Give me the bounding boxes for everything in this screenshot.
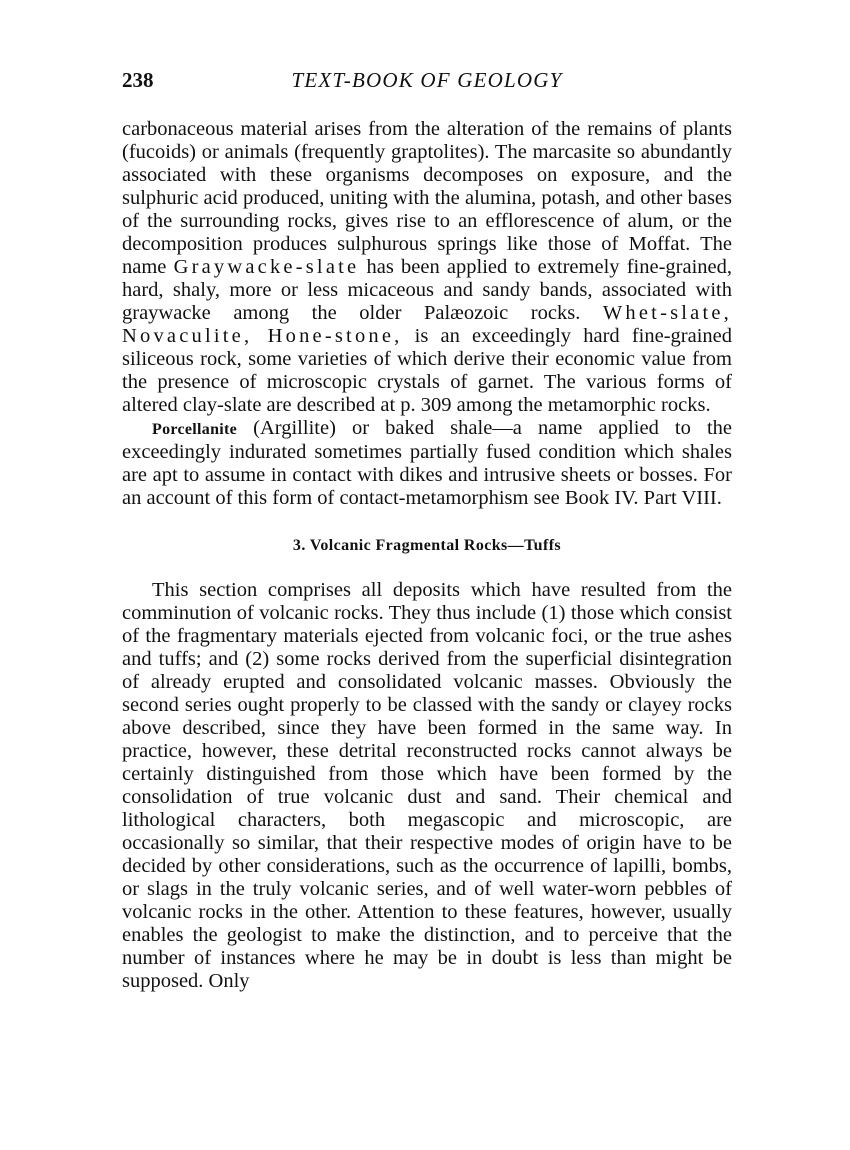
paragraph-text: carbonaceous material arises from the alteration of the remains of plants (fucoids) or animals (frequently graptolites). The marcasite so abundantly associated with these organisms decomposes on exposure, and the sulphuric acid produced, uniting with the alumina, potash, and other bases of the surrounding rocks, gives rise to an efflorescence of alum, or the decomposition produces sulphurous springs like those of Moffat. The name [122, 118, 732, 278]
paragraph-text: (Argillite) or baked shale—a name applied to the exceedingly indurated sometimes partially fused condition which shales are apt to assume in contact with dikes and intrusive sheets or bosses. For an account of this form of contact-metamorphism see Book IV. Part VIII. [122, 417, 732, 509]
term-porcellanite: Porcellanite [152, 421, 238, 438]
paragraph-slate [122, 118, 732, 417]
page-body [122, 118, 732, 993]
page-number: 238 [122, 68, 154, 92]
term-whet-slate: Whet-slate, Novaculite, Hone-stone, [122, 302, 732, 347]
term-graywacke-slate: Graywacke-slate [173, 256, 360, 278]
page-header [122, 68, 732, 98]
running-title: TEXT-BOOK OF GEOLOGY [291, 68, 563, 92]
paragraph-porcellanite [122, 417, 732, 510]
section-heading: 3. Volcanic Fragmental Rocks—Tuffs [292, 537, 562, 554]
paragraph-text: has been applied to extremely fine-grained, hard, shaly, more or less micaceous and sandy bands, associated with graywacke among the older Palæozoic rocks. [122, 256, 733, 324]
paragraph-text: is an exceedingly hard fine-grained siliceous rock, some varieties of which derive their economic value from the presence of microscopic crystals of garnet. The various forms of altered clay-slate are described at p. 309 among the metamorphic rocks. [122, 325, 732, 416]
paragraph-tuffs: This section comprises all deposits which have resulted from the comminution of volcanic rocks. They thus include (1) those which consist of the fragmentary materials ejected from volcanic foci, or the true ashes and tuffs; and (2) some rocks derived from the superficial disintegration of already erupted and consolidated volcanic masses. Obviously the second series ought properly to be classed with the sandy or clayey rocks above described, since they have been formed in the same way. In practice, however, these detrital reconstructed rocks cannot always be certainly distinguished from those which have been formed by the consolidation of true volcanic dust and sand. Their chemical and lithological characters, both megascopic and microscopic, are occasionally so similar, that their respective modes of origin have to be decided by other considerations, such as the occurrence of lapilli, bombs, or slags in the truly volcanic series, and of well water-worn pebbles of volcanic rocks in the other. Attention to these features, however, usually enables the geologist to make the distinction, and to perceive that the number of instances where he may be in doubt is less than might be supposed. Only [122, 579, 732, 992]
book-page [122, 68, 732, 993]
